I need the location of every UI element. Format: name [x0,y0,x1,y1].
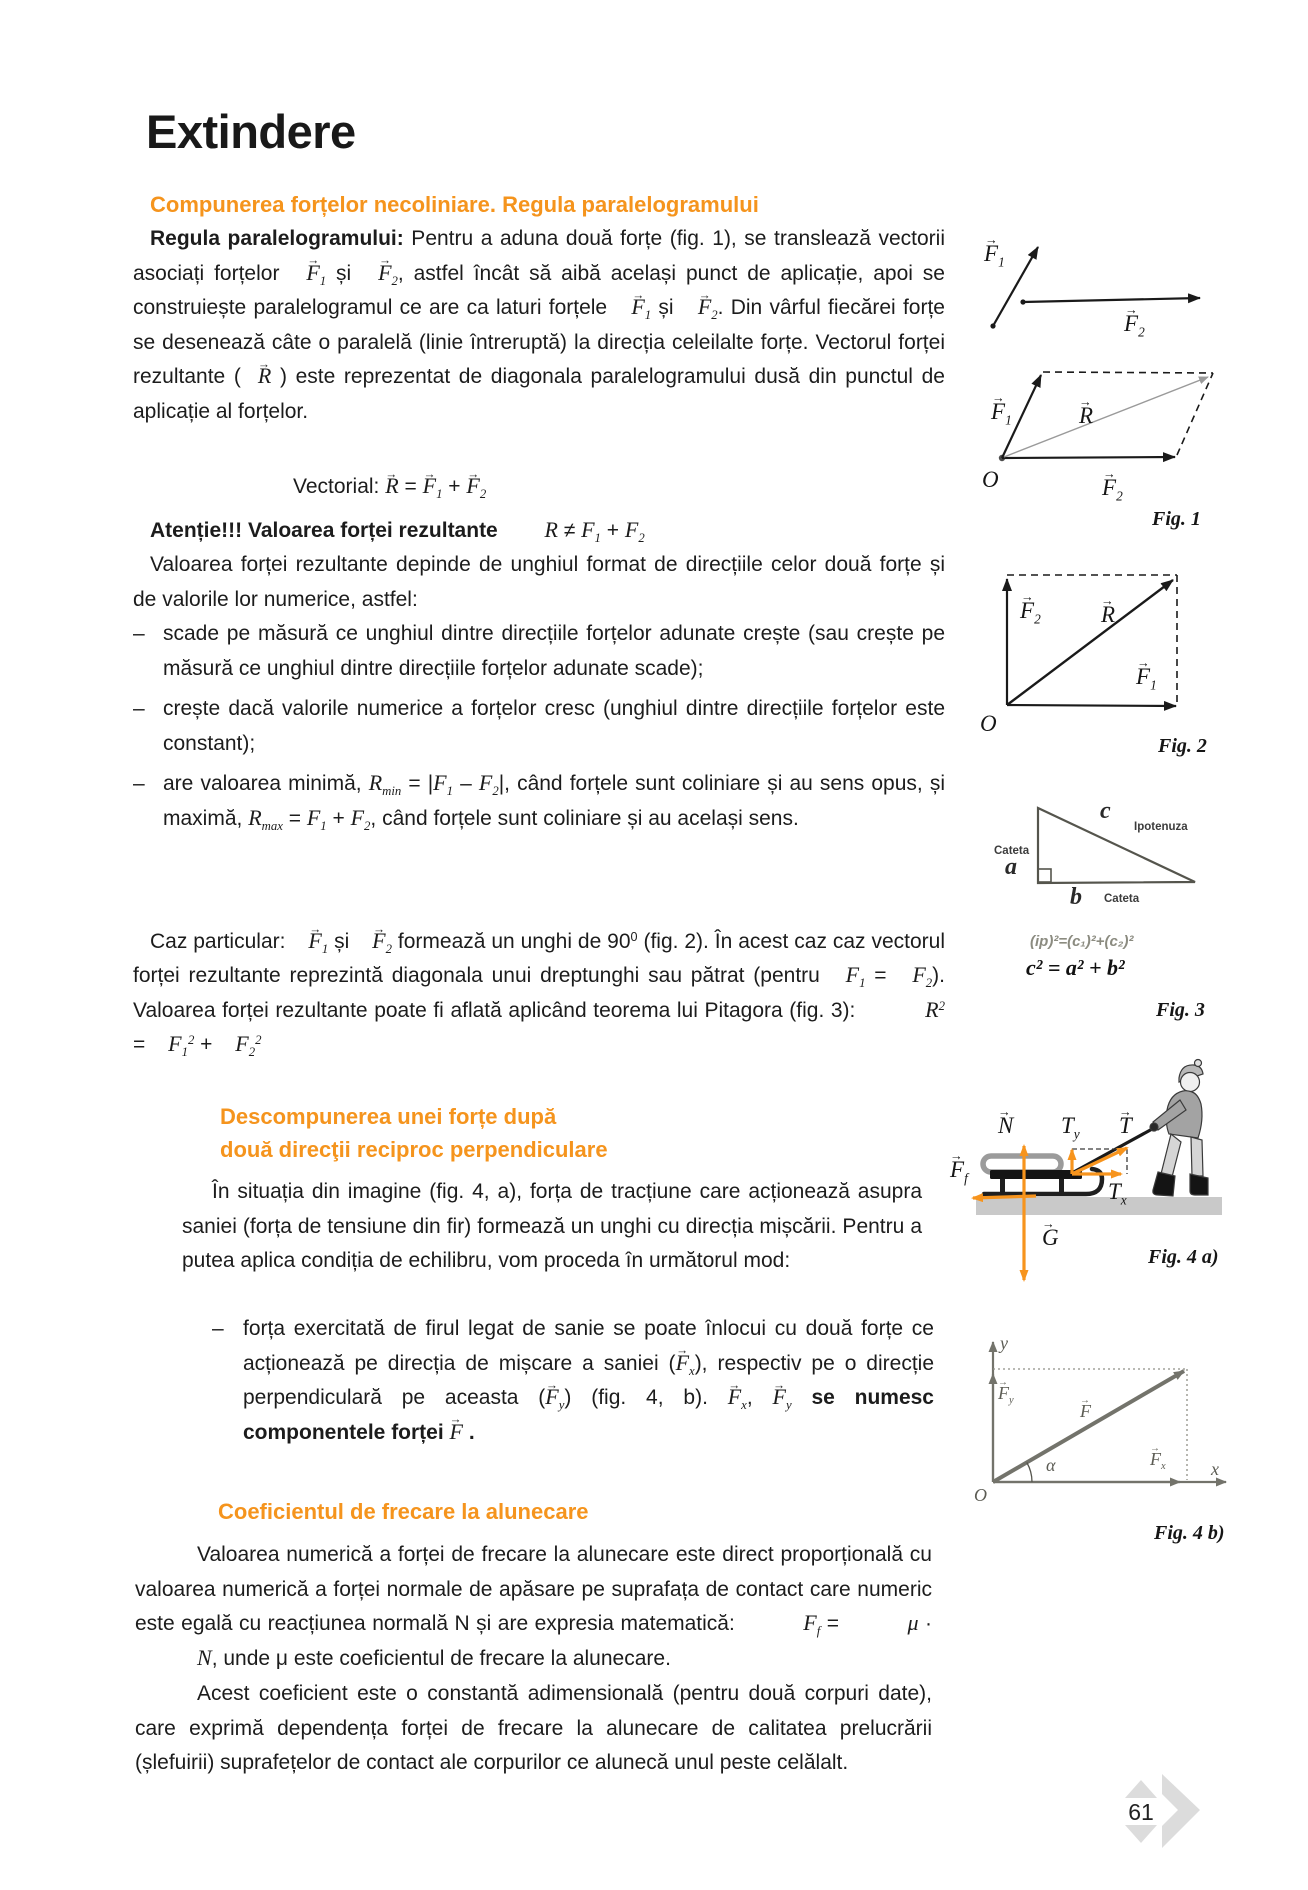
fig1-caption: Fig. 1 [1152,508,1201,530]
triangle-up-icon [1125,1780,1157,1798]
bullet-text: forța exercitată de firul legat de sanie se poate înlocui cu două forțe ce acționează pe direcția de mișcare a saniei (→ $F_x$), respectiv pe o direcție perpendiculară pe aceasta (→ $F_y$) (fig. 4, b). → $F_x$, → $F_y$ se numesc componentele forței → F . [243,1312,934,1450]
fig4b-label-alpha: α [1046,1455,1056,1475]
section1-bullet-list [133,617,945,842]
section2-heading-line2: două direcţii reciproc perpendiculare [220,1137,608,1162]
dashed-top [1043,372,1213,373]
figure-1 [960,190,1236,535]
ground [976,1197,1222,1215]
figure-4b [960,1330,1240,1550]
bullet-marker: – [133,697,145,720]
section3-paragraph2: Acest coeficient este o constantă adimensională (pentru două corpuri date), care exprimă dependența forței de frecare la alunecare de calitatea prelucrării (șlefuirii) suprafețelor de contact ale corpurilor ce alunecă unul peste celălalt. [135,1682,932,1774]
fig4a-label-t: → T [1119,1114,1132,1137]
fig4b-caption: Fig. 4 b) [1154,1522,1225,1544]
bullet-marker: – [212,1317,224,1340]
section3-paragraph1: Valoarea numerică a forței de frecare la alunecare este direct proporțională cu valoarea numerică a forței normale de apăsare pe suprafața de contact care numeric este egală cu reacțiunea normală N și are expresia matematică: $F_f = \mu \cdot N$, unde μ este coeficientul de frecare la alunecare. [135,1543,933,1670]
section2-heading-line1: Descompunerea unei forțe după [220,1104,557,1129]
fig2-label-f1: → $F_1$ [1136,665,1157,692]
footer-page-indicator [1100,1762,1220,1862]
fig2-label-f2: → $F_2$ [1020,599,1041,626]
fig4a-label-ff: → $F_f$ [950,1158,968,1185]
chevron-right-icon [1162,1774,1200,1848]
fig4b-label-x: x [1211,1459,1219,1479]
section1-paragraph1: Regula paralelogramului: Pentru a aduna două forțe (fig. 1), se translează vectorii asociați forțelor → $F_1$ și → $F_2$, astfel încât să aibă același punct de aplicație, apoi se construiește paralelogramul ce are ca laturi forțele → $F_1$ și → $F_2$. Din vârful fiecărei forțe se desenează câte o paralelă (linie întreruptă) la direcția celeilalte forțe. Vectorul forței rezultante ( → R ) este reprezentat de diagonala paralelogramului dusă din punctul de aplicație al forțelor. [133,222,945,429]
bullet-text: scade pe măsură ce unghiul dintre direcțiile forțelor adunate crește (sau crește pe măsură ce unghiul dintre direcțiile forțelor adunate scade); [163,622,945,680]
section2-paragraph: În situația din imagine (fig. 4, a), forța de tracțiune care acționează asupra saniei (forța de tensiune din fir) formează un unghi cu direcția mișcării. Pentru a putea aplica condiția de echilibru, vom proceda în următorul mod: [182,1180,922,1272]
fig4a-label-tx: $T_x$ [1108,1179,1127,1208]
rope [1072,1128,1154,1173]
list-item [133,617,945,686]
fig3-formula-gray: (ip)²=(c₁)²+(c₂)² [1030,933,1134,950]
fig4b-label-fy: → $F_y$ [998,1384,1014,1407]
list-item [133,692,945,761]
fig4b-label-o: O [974,1485,987,1505]
fig1-label-f1-top: → $F_1$ [984,242,1005,269]
f1-arrow [1007,705,1176,706]
page-number: 61 [1128,1799,1154,1825]
fig4b-label-f: → F [1080,1402,1091,1420]
bullet-marker: – [133,772,145,795]
bullet-marker: – [133,622,145,645]
fig1-label-o: O [982,467,999,492]
fig3-formula-black: c² = a² + b² [1026,955,1125,980]
fig4a-label-g: → G [1042,1226,1059,1249]
page-title: Extindere [146,105,356,158]
fig1-label-f2-top: → $F_2$ [1124,312,1145,339]
f2-top-arrow [1023,298,1200,302]
section1-heading: Compunerea forțelor necoliniare. Regula paralelogramului [150,192,759,217]
friction-force-arrow [973,1196,1036,1198]
fig3-caption: Fig. 3 [1156,999,1205,1021]
alpha-angle-arc [1027,1463,1032,1483]
f2-arrow [1002,457,1175,458]
fig4a-label-ty: $T_y$ [1061,1113,1080,1142]
fig1-label-r: → R [1079,404,1093,427]
person-pulling-sled [1150,1060,1208,1197]
fig3-letter-a: a [1005,854,1017,880]
fig3-label-cateta-left: Cateta [994,845,1030,857]
bullet-text: are valoarea minimă, $R_{min} = |F_1 - F_2|$, când forțele sunt coliniare și au sens opus, și maximă, $R_{max} = F_1 + F_2$, când forțele sunt coliniare și au același sens. [163,770,945,833]
bullet-text: crește dacă valorile numerice a forțelor cresc (unghiul dintre direcțiile forțelor este constant); [163,697,945,755]
right-angle-mark [1038,869,1051,882]
figure-4b-drawing [960,1330,1240,1550]
dashed-right [1177,373,1213,455]
figure-4a [940,1058,1240,1293]
vectorial-formula: Vectorial: → R = → $F_1$ + → $F_2$ [293,470,486,505]
figure-3 [960,795,1236,1035]
fig2-caption: Fig. 2 [1158,735,1207,757]
triangle-down-icon [1125,1825,1157,1843]
fig2-label-o: O [980,711,997,736]
fig4a-caption: Fig. 4 a) [1148,1246,1219,1268]
list-item [133,767,945,836]
section1-paragraph2: Valoarea forței rezultante depinde de unghiul format de direcțiile celor două forțe și de valorile lor numerice, astfel: [133,553,945,611]
section2-bullet-list [212,1312,934,1456]
fig3-letter-c: c [1100,798,1111,824]
fig3-label-cateta-bottom: Cateta [1104,893,1140,905]
section2-heading [220,1100,608,1166]
fig3-label-ipotenuza: Ipotenuza [1134,821,1188,833]
list-item [212,1312,934,1450]
caz-particular-paragraph: Caz particular: → $F_1$ și → $F_2$ formează un unghi de $90^0$ (fig. 2). În acest caz caz vectorul forței rezultante reprezintă diagonala unui dreptunghi sau pătrat (pentru $F_1 = F_2$). Valoarea forței rezultante poate fi aflată aplicând teorema lui Pitagora (fig. 3): $R^2 = F_1^2 + F_2^2$ [133,920,945,1063]
figure-2 [960,565,1236,765]
right-triangle [1038,808,1195,883]
fig1-label-f1: → $F_1$ [991,400,1012,427]
fig2-label-r: → R [1101,603,1115,626]
fig4a-label-n: → N [998,1114,1013,1137]
fig4b-label-fx: → $F_x$ [1150,1450,1166,1473]
page-nav-arrows-icon [1100,1762,1220,1862]
section3-heading: Coeficientul de frecare la alunecare [218,1499,589,1524]
atentie-line: Atenție!!! Valoarea forței rezultante $R \ne F_1 + F_2$ [150,517,645,546]
fig3-letter-b: b [1070,884,1082,910]
fig4b-label-y: y [1000,1333,1008,1353]
fig1-label-f2: → $F_2$ [1102,476,1123,503]
